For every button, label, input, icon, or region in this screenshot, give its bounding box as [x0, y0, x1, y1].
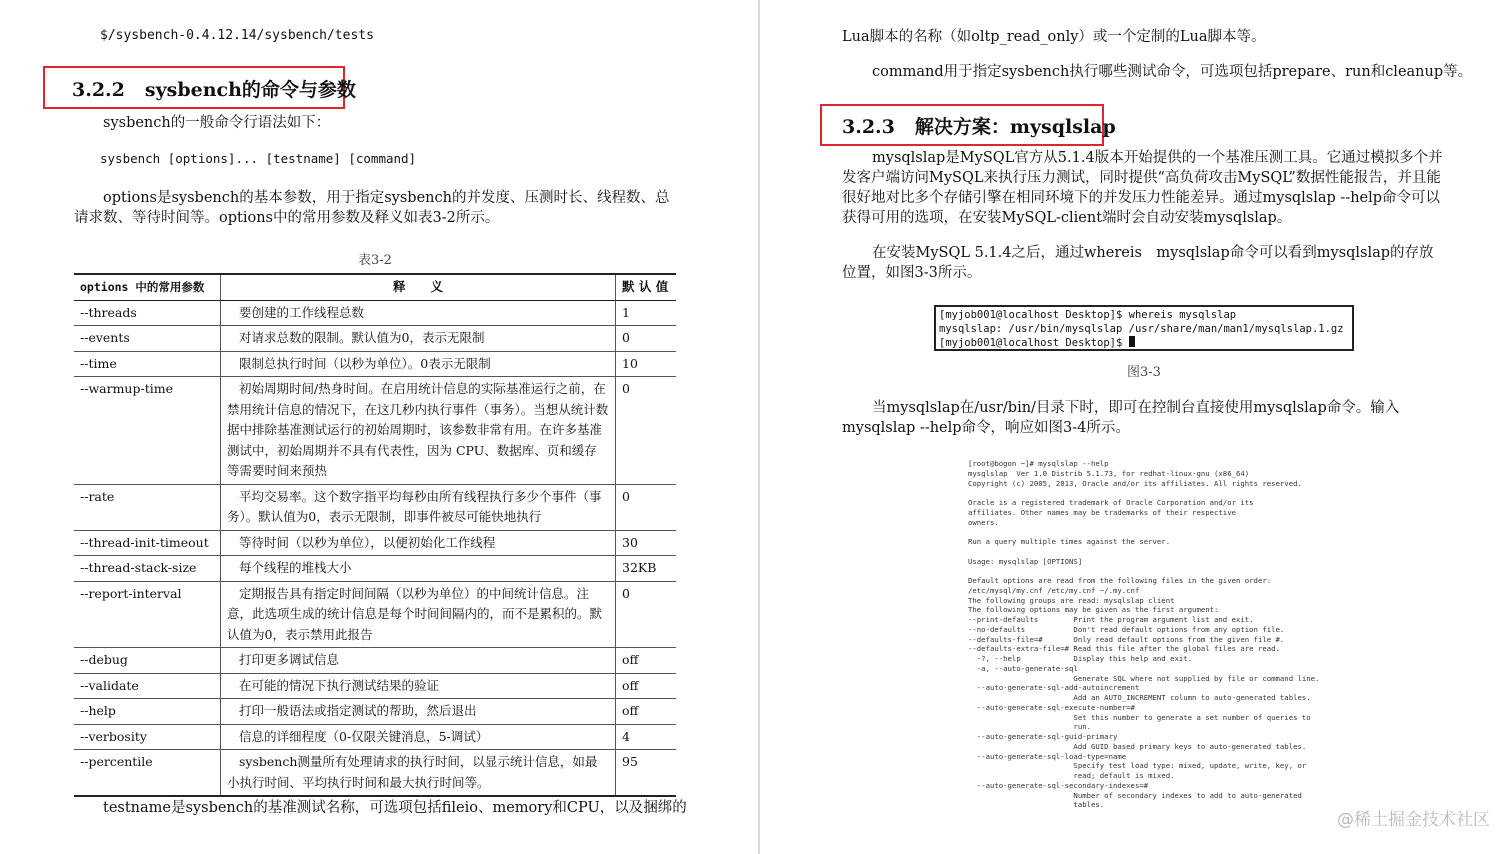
option-meaning-cell: 打印一般语法或指定测试的帮助，然后退出: [221, 699, 616, 725]
command-paragraph: command用于指定sysbench执行哪些测试命令，可选项包括prepare、run和cleanup等。: [872, 64, 1473, 80]
option-default-cell: off: [616, 699, 677, 725]
help-line: [968, 566, 1328, 576]
option-name-cell: --time: [74, 351, 221, 377]
option-name-cell: --validate: [74, 673, 221, 699]
mysqlslap-intro-paragraph: mysqlslap是MySQL官方从5.1.4版本开始提供的一个基准压测工具。它通过模拟多个并发客户端访问MySQL来执行压力测试，同时提供“高负荷攻击MySQL”数据性能报告，并且能很好地对比多个存储引擎在相同环境下的并发压力性能差异。通过mysqlslap --help命令可以获得可用的选项，在安装MySQL-client端时会自动安装mysqlslap。: [842, 150, 1443, 226]
help-line: Usage: mysqlslap [OPTIONS]: [968, 556, 1083, 566]
header-option: options 中的常用参数: [74, 274, 221, 300]
help-line: --defaults-file=# Only read default options from the given file #.: [968, 634, 1285, 644]
help-line: Set this number to generate a set number of queries to: [968, 712, 1311, 722]
option-default-cell: 0: [616, 377, 677, 485]
command-syntax: sysbench [options]... [testname] [command]: [100, 151, 417, 166]
help-line: Generate SQL where not supplied by file or command line.: [968, 673, 1320, 683]
option-default-cell: 0: [616, 326, 677, 352]
option-name-cell: --warmup-time: [74, 377, 221, 485]
help-line: Copyright (c) 2005, 2013, Oracle and/or its affiliates. All rights reserved.: [968, 478, 1302, 488]
option-name-cell: --rate: [74, 484, 221, 530]
header-default: 默 认 值: [616, 274, 677, 300]
help-line: mysqlslap Ver 1.0 Distrib 5.1.73, for redhat-linux-gnu (x86_64): [968, 468, 1250, 478]
help-line: The following groups are read: mysqlslap client: [968, 595, 1175, 605]
section-number: 3.2.2: [72, 79, 125, 101]
header-meaning: 释 义: [221, 274, 616, 300]
option-name-cell: --verbosity: [74, 724, 221, 750]
section-title: 解决方案：mysqlslap: [914, 116, 1116, 138]
section-heading-3-2-2: [72, 75, 356, 102]
watermark: @稀土掘金技术社区: [1337, 810, 1490, 830]
help-line: affiliates. Other names may be trademarks of their respective: [968, 507, 1236, 517]
help-line: -?, --help Display this help and exit.: [968, 654, 1193, 663]
option-name-cell: --report-interval: [74, 581, 221, 648]
option-name-cell: --thread-init-timeout: [74, 530, 221, 556]
help-line: --defaults-extra-file=# Read this file after the global files are read.: [968, 644, 1280, 654]
option-default-cell: 32KB: [616, 556, 677, 582]
help-line: Add an AUTO_INCREMENT column to auto-generated tables.: [968, 693, 1311, 702]
help-line: [968, 488, 1328, 498]
options-table: [74, 273, 676, 797]
option-meaning-cell: 定期报告具有指定时间间隔（以秒为单位）的中间统计信息。注意，此选项生成的统计信息是每个时间间隔内的，而不是累积的。默认值为0，表示禁用此报告: [221, 581, 616, 648]
option-name-cell: --threads: [74, 300, 221, 326]
option-meaning-cell: 信息的详细程度（0-仅限关键消息，5-调试）: [221, 724, 616, 750]
help-line: read; default is mixed.: [968, 771, 1175, 780]
option-default-cell: 30: [616, 530, 677, 556]
help-line: [root@bogon ~]# mysqlslap --help: [968, 459, 1109, 468]
option-default-cell: 4: [616, 724, 677, 750]
option-default-cell: off: [616, 648, 677, 674]
option-meaning-cell: sysbench测量所有处理请求的执行时间，以显示统计信息，如最小执行时间、平均执行时间和最大执行时间等。: [221, 750, 616, 797]
option-default-cell: 10: [616, 351, 677, 377]
option-name-cell: --debug: [74, 648, 221, 674]
option-meaning-cell: 打印更多调试信息: [221, 648, 616, 674]
help-line: --auto-generate-sql-add-autoincrement: [968, 683, 1140, 693]
help-line: The following options may be given as the first argument:: [968, 605, 1219, 615]
help-line: --no-defaults Don't read default options from any option file.: [968, 624, 1285, 634]
table-row: [74, 673, 676, 699]
help-line: --auto-generate-sql-guid-primary: [968, 732, 1118, 741]
option-meaning-cell: 每个线程的堆栈大小: [221, 556, 616, 582]
table-row: [74, 530, 676, 556]
option-default-cell: 0: [616, 484, 677, 530]
terminal-screenshot: [934, 305, 1354, 351]
help-line: -a, --auto-generate-sql: [968, 663, 1078, 673]
section-number: 3.2.3: [842, 116, 895, 138]
option-default-cell: 95: [616, 750, 677, 797]
help-line: /etc/mysql/my.cnf /etc/my.cnf ~/.my.cnf: [968, 585, 1140, 595]
table-row: [74, 351, 676, 377]
table-row: [74, 750, 676, 797]
table-caption: 表3-2: [358, 253, 392, 268]
option-meaning-cell: 对请求总数的限制。默认值为0，表示无限制: [221, 326, 616, 352]
terminal-cursor-icon: [1129, 336, 1135, 347]
help-line: Number of secondary indexes to add to auto-generated: [968, 790, 1302, 800]
table-row: [74, 300, 676, 326]
option-meaning-cell: 要创建的工作线程总数: [221, 300, 616, 326]
table-row: [74, 326, 676, 352]
source-path: $/sysbench-0.4.12.14/sysbench/tests: [100, 28, 374, 43]
help-line: --print-defaults Print the program argument list and exit.: [968, 615, 1254, 624]
help-line: --auto-generate-sql-secondary-indexes=#: [968, 780, 1149, 790]
table-row: [74, 377, 676, 485]
table-header-row: [74, 274, 676, 300]
help-line: Specify test load type: mixed, update, write, key, or: [968, 761, 1307, 771]
option-default-cell: 1: [616, 300, 677, 326]
figure-3-3-caption: 图3-3: [1127, 365, 1161, 380]
help-line: run.: [968, 722, 1092, 732]
terminal-line: [myjob001@localhost Desktop]$ whereis mysqlslap: [939, 309, 1237, 321]
help-paragraph: 当mysqlslap在/usr/bin/目录下时，即可在控制台直接使用mysqlslap命令。输入mysqlslap --help命令，响应如图3-4所示。: [842, 400, 1400, 436]
help-line: Oracle is a registered trademark of Oracle Corporation and/or its: [968, 498, 1254, 507]
help-line: Run a query multiple times against the server.: [968, 537, 1171, 546]
option-meaning-cell: 平均交易率。这个数字指平均每秒由所有线程执行多少个事件（事务）。默认值为0，表示无限制，即事件被尽可能快地执行: [221, 484, 616, 530]
table-row: [74, 484, 676, 530]
whereis-paragraph: 在安装MySQL 5.1.4之后，通过whereis mysqlslap命令可以看到mysqlslap的存放位置，如图3-3所示。: [842, 245, 1434, 281]
terminal-line: mysqlslap: /usr/bin/mysqlslap /usr/share/man/man1/mysqlslap.1.gz: [939, 322, 1344, 335]
table-row: [74, 699, 676, 725]
option-meaning-cell: 限制总执行时间（以秒为单位）。0表示无限制: [221, 351, 616, 377]
table-row: [74, 556, 676, 582]
option-name-cell: --thread-stack-size: [74, 556, 221, 582]
help-line: owners.: [968, 517, 999, 527]
option-name-cell: --help: [74, 699, 221, 725]
intro-text: sysbench的一般命令行语法如下：: [103, 115, 331, 131]
option-default-cell: off: [616, 673, 677, 699]
option-default-cell: 0: [616, 581, 677, 648]
terminal-line: [myjob001@localhost Desktop]$: [939, 337, 1129, 349]
mysqlslap-help-output: [968, 459, 1328, 810]
option-meaning-cell: 在可能的情况下执行测试结果的验证: [221, 673, 616, 699]
option-meaning-cell: 初始周期时间/热身时间。在启用统计信息的实际基准运行之前，在禁用统计信息的情况下，在这几秒内执行事件（事务）。当想从统计数据中排除基准测试运行的初始周期时，该参数非常有用。在许多基准测试中，初始周期并不具有代表性，因为 CPU、数据库、页和缓存等需要时间来预热: [221, 377, 616, 485]
option-meaning-cell: 等待时间（以秒为单位），以便初始化工作线程: [221, 530, 616, 556]
help-line: tables.: [968, 800, 1105, 810]
section-heading-3-2-3: [842, 112, 1116, 139]
help-line: [968, 527, 1328, 537]
help-line: Add GUID based primary keys to auto-generated tables.: [968, 741, 1307, 751]
help-line: --auto-generate-sql-execute-number=#: [968, 702, 1135, 712]
help-line: [968, 547, 1328, 557]
help-line: Default options are read from the following files in the given order:: [968, 576, 1272, 585]
testname-paragraph: testname是sysbench的基准测试名称，可选项包括fileio、memory和CPU，以及捆绑的: [103, 800, 687, 816]
section-title: sysbench的命令与参数: [144, 79, 356, 101]
options-paragraph: options是sysbench的基本参数，用于指定sysbench的并发度、压测时长、线程数、总请求数、等待时间等。options中的常用参数及释义如表3-2所示。: [74, 190, 670, 226]
lua-paragraph: Lua脚本的名称（如oltp_read_only）或一个定制的Lua脚本等。: [842, 29, 1266, 45]
help-line: --auto-generate-sql-load-type=name: [968, 751, 1127, 761]
table-row: [74, 724, 676, 750]
table-row: [74, 648, 676, 674]
option-name-cell: --events: [74, 326, 221, 352]
table-row: [74, 581, 676, 648]
option-name-cell: --percentile: [74, 750, 221, 797]
